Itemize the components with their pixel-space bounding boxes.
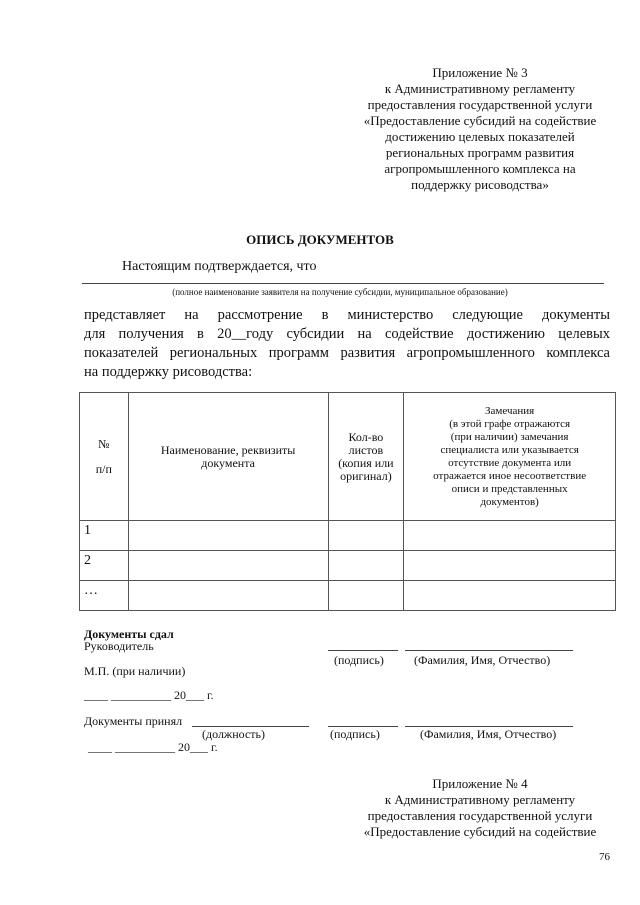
table-row [80,551,616,581]
appendix-4-line: к Административному регламенту [384,792,576,807]
appendix-4-line: предоставления государственной услуги [367,808,593,823]
header-qty: Кол-во листов (копия или оригинал) [328,393,404,521]
paragraph-line: для получения в 20__году субсидии на содействие достижению целевых [84,326,610,342]
signature-line [328,650,398,651]
row-number: 1 [80,521,129,551]
table-row [80,521,616,551]
paragraph-line: представляет на рассмотрение в министерство следующие документы [84,307,610,323]
table-cell [128,521,328,551]
table-cell [128,581,328,611]
table-cell [128,551,328,581]
appendix-3-line: региональных программ развития [385,145,575,160]
date-line-2: ____ __________ 20___ г. [88,740,218,754]
head-label: Руководитель [84,639,154,653]
appendix-3-header [330,65,630,193]
seal-label: М.П. (при наличии) [84,664,186,678]
signature-caption: (подпись) [334,653,384,667]
appendix-3-line: достижению целевых показателей [385,129,575,144]
table-header-row [80,393,616,521]
table-cell [404,551,616,581]
position-caption: (должность) [202,727,265,741]
row-number: … [80,581,129,611]
appendix-3-line: к Административному регламенту [384,81,576,96]
appendix-3-line: поддержку рисоводства» [411,177,549,192]
submitted-heading: Документы сдал [84,627,174,641]
page-number: 76 [599,851,610,863]
appendix-3-line: Приложение № 3 [432,65,528,80]
applicant-caption: (полное наименование заявителя на получение субсидии, муниципальное образование) [172,287,508,297]
documents-table [79,392,616,611]
appendix-4-header [330,776,630,840]
table-row [80,581,616,611]
appendix-3-line: предоставления государственной услуги [367,97,593,112]
applicant-name-line [82,283,604,284]
document-title: ОПИСЬ ДОКУМЕНТОВ [246,232,394,247]
appendix-4-line: Приложение № 4 [432,776,528,791]
header-num: № п/п [80,393,129,521]
table-cell [404,521,616,551]
signature-caption-2: (подпись) [330,727,380,741]
paragraph-line: показателей региональных программ развития агропромышленного комплекса [84,345,610,361]
row-number: 2 [80,551,129,581]
table-cell [328,581,404,611]
appendix-3-line: агропромышленного комплекса на [384,161,576,176]
appendix-3-line: «Предоставление субсидий на содействие [363,113,597,128]
table-cell [328,521,404,551]
table-cell [404,581,616,611]
accepted-label: Документы принял [84,714,183,728]
confirm-text: Настоящим подтверждается, что [122,259,317,274]
header-notes: Замечания (в этой графе отражаются (при наличии) замечания специалиста или указывается отсутствие документа или отражается иное несоответствие описи и представленных документов) [404,393,616,521]
fio-line [405,650,573,651]
appendix-4-line: «Предоставление субсидий на содействие [363,824,597,839]
table-cell [328,551,404,581]
intro-paragraph [84,306,610,382]
date-line-1: ____ __________ 20___ г. [84,688,214,702]
paragraph-line: на поддержку рисоводства: [84,364,253,380]
fio-caption-2: (Фамилия, Имя, Отчество) [420,727,557,741]
header-name: Наименование, реквизиты документа [128,393,328,521]
fio-caption: (Фамилия, Имя, Отчество) [414,653,551,667]
